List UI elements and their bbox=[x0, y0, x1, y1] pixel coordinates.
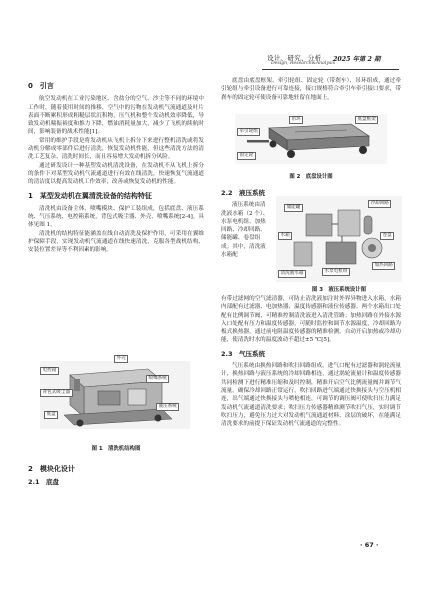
left-column-bottom bbox=[28, 460, 204, 491]
right-column-bottom bbox=[221, 295, 401, 428]
figure-3 bbox=[276, 196, 402, 282]
header-rule bbox=[262, 69, 399, 70]
fig3-label-pump: 水泵电机组 bbox=[322, 268, 350, 276]
paragraph-hydraulic-rest: 有带过滤网的空气滤清器，可防止清洗液加注时外界异物进入水箱，水箱内部配有过滤器、电加热器、温度传感器和液位传感器。两个水箱出口处配有比例调节阀，可精准控制清洗液进入清洗管路；加热回路在外接水源入口处配有压力和温度传感器，可随时监控和调节水源温度，冷却回路为板式换热器，通过前电阻温度传感器的精准检测，自动开启加热或冷却功能，使清洗时水的温度波动不超过±5 ℃[5]。 bbox=[221, 296, 401, 344]
fig1-label-housing: 外壳 bbox=[114, 355, 128, 363]
section-2-1-heading: 2.1 底盘 bbox=[28, 478, 60, 487]
paragraph-intro-1: 航空发动机在工业污染地区、含盐分的空气、沙尘等不同的环境中工作时，随着使用时间的推移，空气中的污物在发动机气流通道及叶片表面不断累积形成粗糙层状沉积物，压气机和整个发动机效率降低，导致发动机喘振裕度和推力下降，燃油消耗量加大，减少了飞机的续航时间，影响装备的战术性能[1]。 bbox=[28, 96, 204, 136]
section-2-2-heading: 2.2 液压系统 bbox=[221, 189, 266, 197]
fig3-label-solution-tank: 清洗液水箱 bbox=[278, 270, 306, 278]
fig1-label-vacuum: 背包式吸尘器 bbox=[40, 389, 73, 397]
figure-3-caption: 图 3 液压系统设计图 bbox=[311, 287, 367, 293]
figure-1-caption: 图 1 清洗机结构图 bbox=[91, 446, 141, 452]
fig1-label-nozzle: 喷嘴系统 bbox=[146, 375, 169, 383]
issue-label: 2025 年第 2 期 bbox=[333, 56, 381, 63]
left-column-top bbox=[28, 77, 204, 255]
paragraph-hydraulic-lead: 液压系统由清洗液水箱（2 个）、水泵电机组、加热回路、冷却回路、储能罐、卷盘组成。其中，清洗液水箱配 bbox=[221, 202, 269, 259]
right-column-top bbox=[221, 77, 401, 102]
figure-2 bbox=[235, 114, 387, 164]
fig2-label-tow-wheel: 牵引轮组 bbox=[237, 128, 260, 136]
fig3-label-accumulator: 储能罐 bbox=[284, 204, 303, 212]
section-0-heading: 0 引言 bbox=[28, 82, 54, 90]
fig1-label-hydraulic: 液压系统 bbox=[156, 403, 179, 411]
fig3-label-heating: 加热回路 bbox=[372, 262, 395, 270]
fig3-label-cooling: 冷却回路 bbox=[368, 200, 391, 208]
section-1-heading: 1 某型发动机在翼清洗设备的结构特征 bbox=[28, 191, 152, 200]
paragraph-intro-3: 通过研发设计一种基塑发动机清洗设备，在发动机不从飞机上拆分的条件下对某型发动机气流通道进行有效在线清洗，快速恢复气流通道的清洁度以提高发动机工作效率，改善或恢复发动机的性能。 bbox=[28, 162, 204, 186]
paragraph-intro-2: 常用的维护手段是将发动机从飞机上拆分下来进行整机清洗或将发动机分解成零部件后进行清洗，恢复发动机性能，但这些清洗方法的清洗工艺复杂、清洗时间长，而且容易增大发动机拆分风险。 bbox=[28, 137, 204, 161]
fig2-label-frame: 底盘框架 bbox=[355, 116, 378, 124]
paragraph-structure-1: 清洗机由设备主体、喷嘴模块、保护工装组成，包括底盘、液压系统、气压系统、电控箱系统，背包式吸尘器、外壳、喷嘴系统[2-4]。具体见图 1。 bbox=[28, 205, 204, 229]
figure-2-caption: 图 2 底盘设计图 bbox=[289, 174, 333, 180]
fig2-label-lifting-ring: 吊环 bbox=[289, 116, 303, 124]
fig1-label-chassis: 底盘 bbox=[44, 411, 58, 419]
hydraulic-lead-block bbox=[221, 184, 271, 259]
fig3-label-tank: 水箱 bbox=[278, 232, 292, 240]
paragraph-pneumatic: 气压系统由换热回路和吹扫回路组成，进气口配有过滤器和涡轮流量计，换热回路与液压系统的冷却回路相连，通过涡轮流量计和温度传感器共同检测下进行精准压缩和及时控制，精准开启空气比例流量阀并调节气流量，确保冷却回路正常运行。吹扫回路进气端通过快换接头与空压机相连，出气端通过快换接头与喷枪相连，可调节的调压阀可使吹扫压力满足发动机气流通道清洗要求；吹扫压力传感器精准测节吹扫气压，实时调节吹扫压力，避免压力过大对发动机气流通道材料、涂层的破坏，在能满足清洗要求的前提下保证发动机气流通道的完整性。 bbox=[221, 363, 401, 428]
section-2-heading: 2 模块化设计 bbox=[28, 465, 75, 473]
journal-title: 设计、研究、分析 bbox=[267, 54, 322, 62]
fig1-label-control-box: 电控箱 bbox=[40, 367, 59, 375]
section-2-3-heading: 2.3 气压系统 bbox=[221, 349, 266, 358]
paragraph-chassis: 底盘由底盘框架、牵引轮组、固定轮（带刹车）、吊环组成，通过牵引轮组与牵引设备进行可靠连接，接口规格符合牵引车牵引接口要求，带刹车的固定轮可使设备可靠地驻留在地面上。 bbox=[221, 78, 401, 101]
fig2-label-fixed-wheel: 固定轮 bbox=[237, 152, 256, 160]
page-number: · 67 · bbox=[360, 541, 379, 549]
figure-1 bbox=[40, 356, 190, 429]
paragraph-structure-2: 清洗机的结构特征能涵盖在线自动清洗及保护作用，可采用在翼维护保障手段，实现发动机气流通道在线快速清洗，克服各型战机结构、安装位置差异等不利因素的影响。 bbox=[28, 230, 204, 254]
journal-subtitle: Design, Research&Analysis bbox=[271, 61, 336, 66]
fig3-label-reel: 卷盘 bbox=[380, 232, 394, 240]
